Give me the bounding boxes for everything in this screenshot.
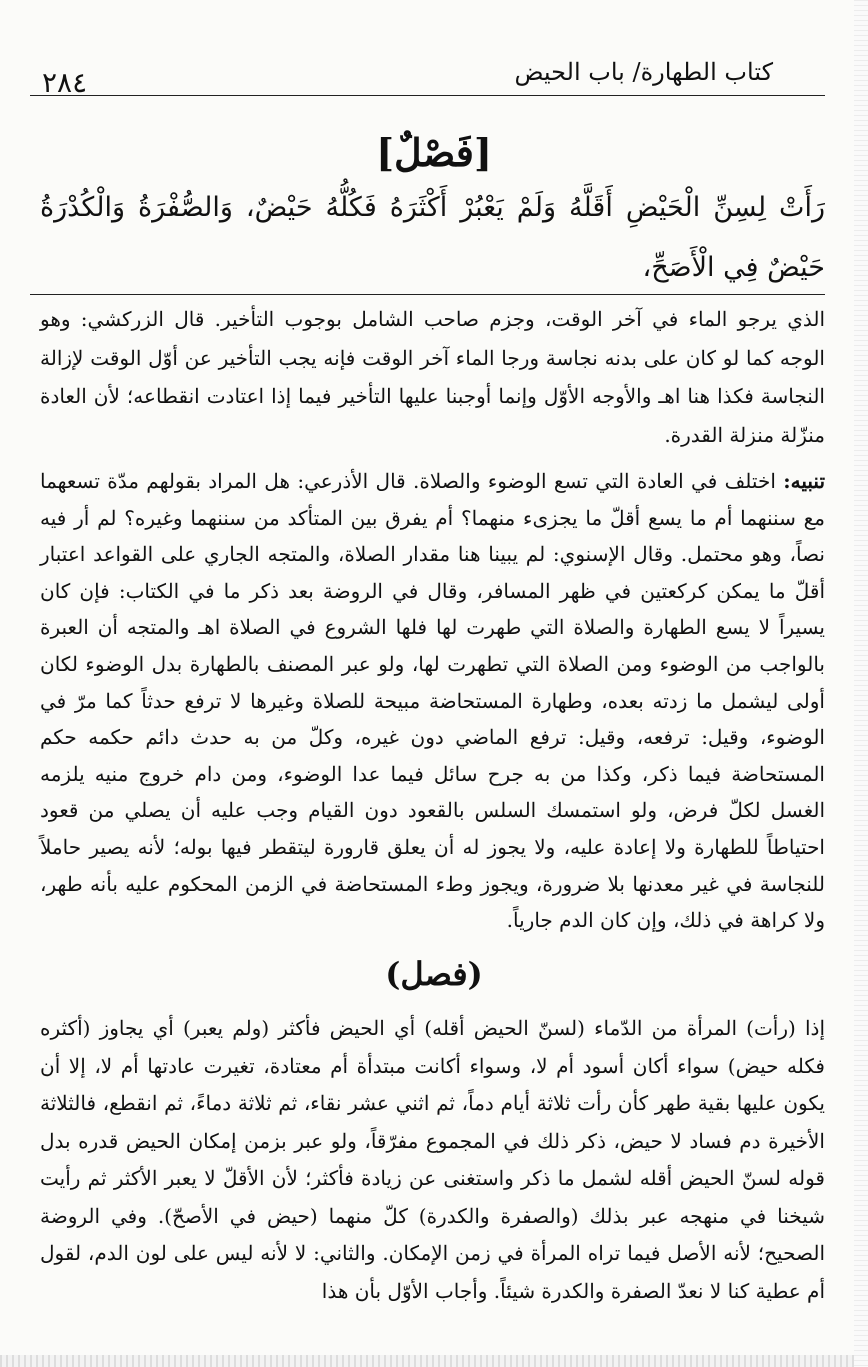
- section-heading-fasl: [فَصْلٌ]: [376, 130, 492, 175]
- matn-text: رَأَتْ لِسِنِّ الْحَيْضِ أَقَلَّهُ وَلَمْ يَعْبُرْ أَكْثَرَهُ فَكُلُّهُ حَيْضٌ، وَالصُّفْرَةُ وَالْكُدْرَةُ حَيْضٌ فِي الْأَصَحِّ،: [40, 192, 825, 283]
- scan-bottom-edge: [0, 1355, 868, 1367]
- matn-paragraph: [40, 178, 825, 298]
- commentary-paragraph-1: [40, 300, 825, 454]
- running-header-title: كتاب الطهارة/ باب الحيض: [514, 58, 773, 86]
- commentary-text-3: إذا (رأت) المرأة من الدّماء (لسنّ الحيض أقله) أي الحيض فأكثر (ولم يعبر) أي يجاوز (أكثره فكله حيض) سواء أكان أسود أم لا، وسواء أكانت مبتدأة أم معتادة، تغيرت عادتها أم لا، إلا أن يكون عليها بقية طهر كأن رأت ثلاثة أيام دماً، ثم اثني عشر نقاء، ثم ثلاثة دماءً، ثم انقطع، فالثلاثة الأخيرة دم فساد لا حيض، ذكر ذلك في المجموع مفرّقاً، ولو عبر بزمن إمكان الحيض قدره بدل قوله لسنّ الحيض أقله لشمل ما ذكر واستغنى عن زيادة فأكثر؛ لأن الأقلّ لا يعبر الأكثر ثم رأيت شيخنا في منهجه عبر بذلك (والصفرة والكدرة) كلّ منهما (حيض في الأصحّ). وفي الروضة الصحيح؛ لأنه الأصل فيما تراه المرأة في زمن الإمكان. والثاني: لا لأنه ليس على لون الدم، لقول أم عطية كنا لا نعدّ الصفرة والكدرة شيئاً. وأجاب الأوّل بأن هذا: [40, 1016, 825, 1303]
- commentary-paragraph-tanbih: [40, 463, 825, 939]
- page-number: ٢٨٤: [42, 66, 88, 99]
- header-divider: [30, 95, 825, 96]
- commentary-text-1: الذي يرجو الماء في آخر الوقت، وجزم صاحب الشامل بوجوب التأخير. قال الزركشي: وهو الوجه كما لو كان على بدنه نجاسة ورجا الماء آخر الوقت فإنه يجب التأخير عن أوّل الوقت لإزالة النجاسة فكذا هنا اهـ والأوجه الأوّل وإنما أوجبنا عليها التأخير فيما إذا اعتادت انقطاعه؛ لأن العادة منزّلة منزلة القدرة.: [40, 307, 825, 447]
- commentary-text-2-wrapper: [40, 463, 825, 939]
- tanbih-label: تنبيه:: [783, 469, 826, 493]
- commentary-paragraph-3: [40, 1010, 825, 1310]
- section-heading-fasl-2: (فصل): [385, 955, 483, 993]
- commentary-text-2: اختلف في العادة التي تسع الوضوء والصلاة. قال الأذرعي: هل المراد بقولهم مدّة تسعهما مع سننهما أم ما يسع أقلّ ما يجزىء منهما؟ أم يفرق بين المتأكد من سننهما وغيره؟ لم أر فيه نصاً، وهو محتمل. وقال الإسنوي: لم يبينا هنا مقدار الصلاة، والمتجه الجاري على القواعد اعتبار أقلّ ما يمكن كركعتين في ظهر المسافر، وقال في الروضة بعد ذكر ما في الكتاب: فإن كان يسيراً لا يسع الطهارة والصلاة التي طهرت لها فلها الشروع في الصلاة اهـ والمتجه أن العبرة بالواجب من الوضوء ومن الصلاة التي تطهرت لها، ولو عبر المصنف بالطهارة بدل الوضوء لكان أولى ليشمل ما زدته بعده، وطهارة المستحاضة مبيحة للصلاة وغيرها لا ترفع حدثاً كما مرّ في الوضوء، وقيل: ترفعه، وقيل: ترفع الماضي دون غيره، وكلّ من به حدث دائم حكمه حكم المستحاضة فيما ذكر، وكذا من به جرح سائل فيما عدا الوضوء، ومن دام خروج منيه يلزمه الغسل لكلّ فرض، ولو استمسك السلس بالقعود دون القيام وجب عليه أن يصلي من قعود احتياطاً للطهارة ولا إعادة عليه، ولا يجوز له أن يعلق قارورة ليتقطر فيها بوله؛ لأنه يصير حاملاً للنجاسة في غير معدنها بلا ضرورة، ويجوز وطء المستحاضة في الزمن المحكوم عليه بأنه طهر، ولا كراهة في ذلك، وإن كان الدم جارياً.: [40, 469, 825, 933]
- scan-right-edge: [854, 0, 868, 1367]
- matn-divider: [30, 294, 825, 295]
